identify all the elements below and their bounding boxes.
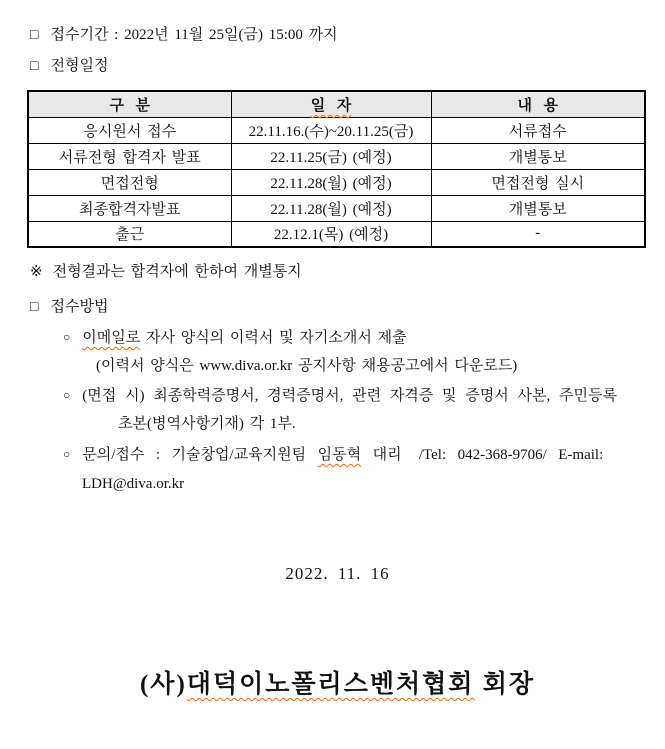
circle-bullet-icon: ○ — [63, 330, 71, 344]
table-row — [28, 117, 645, 143]
resume-form-note — [30, 357, 645, 375]
apply-method-title: 접수방법 — [50, 299, 109, 315]
contact-email-text: LDH@diva.or.kr — [82, 476, 185, 492]
schedule-table — [27, 90, 646, 248]
schedule-heading-line — [30, 57, 645, 76]
spellcheck-underline: 대덕이노폴리스벤처협회 — [186, 671, 475, 698]
spellcheck-underline: 일 자 — [310, 97, 352, 114]
header-content: 내 용 — [431, 91, 645, 117]
cell-category: 면접전형 — [28, 169, 231, 195]
apply-item-contact-text: 문의/접수 : 기술창업/교육지원팀 임동혁 대리 /Tel: 042-368-9706/ E-mail: — [82, 447, 604, 463]
cell-date: 22.11.28(월) (예정) — [231, 195, 431, 221]
apply-item-email — [30, 329, 645, 347]
table-row — [28, 195, 645, 221]
checkbox-icon: □ — [30, 28, 39, 43]
reception-period-text: 접수기간 : 2022년 11월 25일(금) 15:00 까지 — [50, 27, 338, 43]
cell-date: 22.11.28(월) (예정) — [231, 169, 431, 195]
cell-content: - — [431, 221, 645, 247]
cell-date: 22.12.1(목) (예정) — [231, 221, 431, 247]
contact-email-line — [30, 475, 645, 493]
cell-category: 응시원서 접수 — [28, 117, 231, 143]
spellcheck-underline: 이메일로 — [82, 330, 141, 346]
checkbox-icon: □ — [30, 59, 39, 74]
issue-date: 2022. 11. 16 — [285, 564, 390, 583]
cell-date: 22.11.16.(수)~20.11.25(금) — [231, 117, 431, 143]
resume-form-note-text: (이력서 양식은 www.diva.or.kr 공지사항 채용공고에서 다운로드) — [96, 358, 518, 374]
header-date — [231, 91, 431, 117]
apply-item-documents-cont-text: 초본(병역사항기재) 각 1부. — [118, 416, 296, 432]
apply-method-heading-line — [30, 298, 645, 317]
schedule-heading-text: 전형일정 — [50, 58, 109, 74]
circle-bullet-icon: ○ — [63, 388, 71, 402]
cell-date: 22.11.25(금) (예정) — [231, 143, 431, 169]
cell-category: 출근 — [28, 221, 231, 247]
spellcheck-underline: 임동혁 — [317, 447, 362, 463]
reference-mark-icon: ※ — [30, 264, 43, 280]
cell-content: 면접전형 실시 — [431, 169, 645, 195]
result-note-text: 전형결과는 합격자에 한하여 개별통지 — [52, 264, 302, 280]
table-row — [28, 143, 645, 169]
table-row — [28, 221, 645, 247]
circle-bullet-icon: ○ — [63, 447, 71, 461]
cell-category: 최종합격자발표 — [28, 195, 231, 221]
table-body — [28, 117, 645, 247]
apply-item-documents — [30, 387, 645, 405]
cell-category: 서류전형 합격자 발표 — [28, 143, 231, 169]
signature-line: (사)대덕이노폴리스벤처협회 회장 — [139, 671, 536, 698]
table-row — [28, 169, 645, 195]
table-header-row — [28, 91, 645, 117]
apply-item-documents-cont — [30, 415, 645, 433]
apply-item-contact — [30, 446, 645, 464]
reception-period-line — [30, 26, 645, 45]
cell-content: 서류접수 — [431, 117, 645, 143]
cell-content: 개별통보 — [431, 143, 645, 169]
apply-item-documents-text: (면접 시) 최종학력증명서, 경력증명서, 관련 자격증 및 증명서 사본, 주민등록 — [82, 388, 617, 404]
result-note-line — [30, 263, 645, 281]
cell-content: 개별통보 — [431, 195, 645, 221]
checkbox-icon: □ — [30, 300, 39, 315]
apply-item-email-text: 이메일로 자사 양식의 이력서 및 자기소개서 제출 — [82, 330, 407, 346]
header-category: 구 분 — [28, 91, 231, 117]
